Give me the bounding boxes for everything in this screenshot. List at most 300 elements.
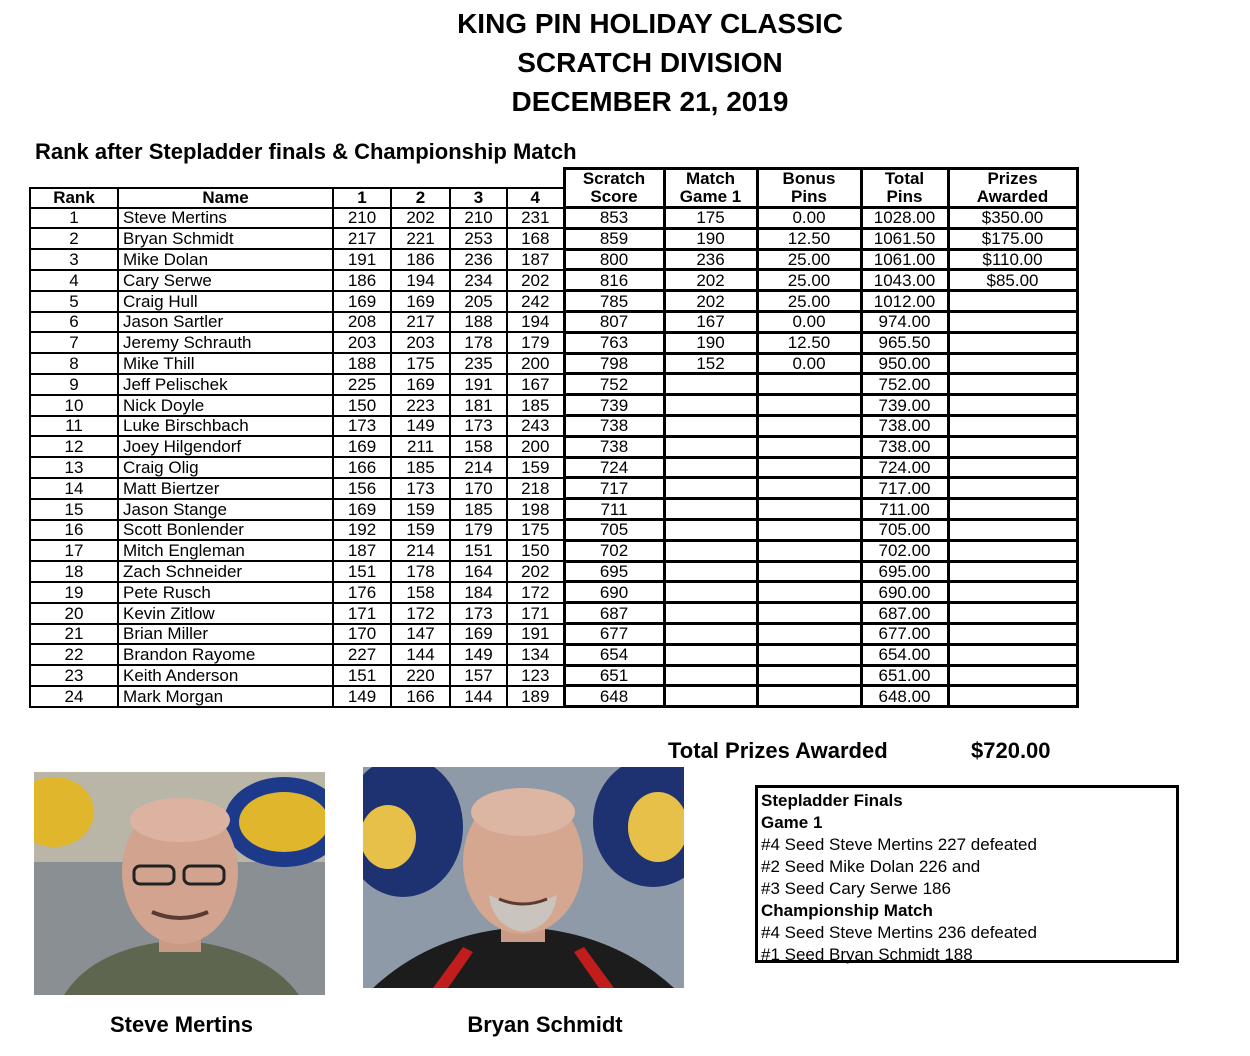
game1-cell: 169	[333, 291, 391, 312]
game1-cell: 156	[333, 478, 391, 499]
game1-cell: 151	[333, 561, 391, 582]
game3-cell: 185	[450, 499, 507, 520]
finals-game-line: #2 Seed Mike Dolan 226 and	[761, 857, 981, 876]
prize-cell	[948, 644, 1077, 665]
rank-cell: 20	[30, 603, 118, 624]
name-cell: Mark Morgan	[118, 686, 333, 707]
prize-cell	[948, 520, 1077, 541]
game1-cell: 192	[333, 520, 391, 541]
bonus-pins-cell	[757, 478, 861, 499]
name-cell: Jason Stange	[118, 499, 333, 520]
prize-cell	[948, 686, 1077, 707]
scratch-score-cell: 717	[564, 478, 664, 499]
game2-cell: 185	[391, 457, 450, 478]
game4-cell: 185	[507, 395, 564, 416]
rank-cell: 9	[30, 374, 118, 395]
game2-cell: 203	[391, 332, 450, 353]
prize-cell	[948, 332, 1077, 353]
scratch-score-cell: 695	[564, 561, 664, 582]
table-row	[30, 665, 1077, 686]
rank-cell: 2	[30, 228, 118, 249]
game3-cell: 184	[450, 582, 507, 603]
name-cell: Jeff Pelischek	[118, 374, 333, 395]
game4-cell: 134	[507, 644, 564, 665]
bonus-pins-cell	[757, 416, 861, 437]
results-table	[29, 167, 1079, 708]
header-prizes-top: Prizes	[948, 169, 1077, 188]
bonus-pins-cell	[757, 540, 861, 561]
finals-game-line: #3 Seed Cary Serwe 186	[761, 879, 951, 898]
match-game-cell	[664, 436, 757, 457]
game1-cell: 186	[333, 270, 391, 291]
match-game-cell	[664, 603, 757, 624]
game4-cell: 200	[507, 436, 564, 457]
prize-cell	[948, 436, 1077, 457]
header-total-top: Total	[861, 169, 948, 188]
match-game-cell	[664, 561, 757, 582]
match-game-cell: 167	[664, 312, 757, 333]
table-row	[30, 228, 1077, 249]
game4-cell: 167	[507, 374, 564, 395]
table-row	[30, 291, 1077, 312]
rank-cell: 16	[30, 520, 118, 541]
bonus-pins-cell: 25.00	[757, 291, 861, 312]
total-pins-cell: 1061.00	[861, 249, 948, 270]
game2-cell: 211	[391, 436, 450, 457]
prize-cell	[948, 499, 1077, 520]
game3-cell: 210	[450, 208, 507, 229]
rank-cell: 23	[30, 665, 118, 686]
game3-cell: 144	[450, 686, 507, 707]
scratch-score-cell: 648	[564, 686, 664, 707]
game4-cell: 187	[507, 249, 564, 270]
prize-cell	[948, 353, 1077, 374]
total-pins-cell: 687.00	[861, 603, 948, 624]
match-game-cell	[664, 624, 757, 645]
game2-cell: 169	[391, 291, 450, 312]
championship-heading: Championship Match	[761, 901, 933, 920]
rank-cell: 24	[30, 686, 118, 707]
total-prizes-label: Total Prizes Awarded	[668, 738, 888, 763]
header-scratch-bottom: Score	[564, 188, 664, 208]
total-pins-cell: 717.00	[861, 478, 948, 499]
game2-cell: 159	[391, 499, 450, 520]
header-spacer	[30, 169, 564, 188]
game3-cell: 173	[450, 603, 507, 624]
prize-cell: $110.00	[948, 249, 1077, 270]
table-row	[30, 312, 1077, 333]
bonus-pins-cell: 0.00	[757, 353, 861, 374]
match-game-cell	[664, 686, 757, 707]
rank-cell: 18	[30, 561, 118, 582]
bonus-pins-cell: 0.00	[757, 312, 861, 333]
scratch-score-cell: 798	[564, 353, 664, 374]
page-title-line-3: DECEMBER 21, 2019	[511, 86, 789, 117]
game2-cell: 217	[391, 312, 450, 333]
prize-cell	[948, 478, 1077, 499]
game2-cell: 159	[391, 520, 450, 541]
bonus-pins-cell	[757, 686, 861, 707]
total-pins-cell: 1043.00	[861, 270, 948, 291]
rank-cell: 21	[30, 624, 118, 645]
scratch-score-cell: 654	[564, 644, 664, 665]
game2-cell: 144	[391, 644, 450, 665]
game3-cell: 151	[450, 540, 507, 561]
total-pins-cell: 690.00	[861, 582, 948, 603]
game3-cell: 164	[450, 561, 507, 582]
game3-cell: 149	[450, 644, 507, 665]
bonus-pins-cell	[757, 520, 861, 541]
scratch-score-cell: 738	[564, 416, 664, 437]
game2-cell: 186	[391, 249, 450, 270]
game2-cell: 158	[391, 582, 450, 603]
name-cell: Mitch Engleman	[118, 540, 333, 561]
game4-cell: 150	[507, 540, 564, 561]
game4-cell: 218	[507, 478, 564, 499]
game1-cell: 176	[333, 582, 391, 603]
total-pins-cell: 648.00	[861, 686, 948, 707]
game4-cell: 171	[507, 603, 564, 624]
game2-cell: 221	[391, 228, 450, 249]
scratch-score-cell: 705	[564, 520, 664, 541]
name-cell: Matt Biertzer	[118, 478, 333, 499]
prize-cell	[948, 665, 1077, 686]
championship-line: #4 Seed Steve Mertins 236 defeated	[761, 923, 1037, 942]
name-cell: Joey Hilgendorf	[118, 436, 333, 457]
prize-cell	[948, 582, 1077, 603]
match-game-cell	[664, 374, 757, 395]
table-row	[30, 499, 1077, 520]
total-pins-cell: 654.00	[861, 644, 948, 665]
game1-cell: 173	[333, 416, 391, 437]
prize-cell: $175.00	[948, 228, 1077, 249]
rank-cell: 22	[30, 644, 118, 665]
name-cell: Kevin Zitlow	[118, 603, 333, 624]
match-game-cell	[664, 499, 757, 520]
table-row	[30, 457, 1077, 478]
prize-cell	[948, 540, 1077, 561]
game2-cell: 149	[391, 416, 450, 437]
game1-cell: 217	[333, 228, 391, 249]
game1-cell: 169	[333, 499, 391, 520]
name-cell: Brandon Rayome	[118, 644, 333, 665]
scratch-score-cell: 807	[564, 312, 664, 333]
stepladder-finals-box	[755, 785, 1179, 963]
name-cell: Zach Schneider	[118, 561, 333, 582]
total-pins-cell: 705.00	[861, 520, 948, 541]
match-game-cell	[664, 478, 757, 499]
total-pins-cell: 738.00	[861, 436, 948, 457]
scratch-score-cell: 651	[564, 665, 664, 686]
name-cell: Brian Miller	[118, 624, 333, 645]
game4-cell: 191	[507, 624, 564, 645]
header-total-bottom: Pins	[861, 188, 948, 208]
game3-cell: 169	[450, 624, 507, 645]
game1-cell: 169	[333, 436, 391, 457]
photo-steve-mertins	[34, 772, 325, 995]
total-pins-cell: 974.00	[861, 312, 948, 333]
rank-cell: 7	[30, 332, 118, 353]
bonus-pins-cell: 12.50	[757, 332, 861, 353]
total-pins-cell: 702.00	[861, 540, 948, 561]
game1-cell: 170	[333, 624, 391, 645]
bonus-pins-cell	[757, 561, 861, 582]
bonus-pins-cell	[757, 603, 861, 624]
game3-cell: 188	[450, 312, 507, 333]
rank-cell: 17	[30, 540, 118, 561]
scratch-score-cell: 687	[564, 603, 664, 624]
total-pins-cell: 1061.50	[861, 228, 948, 249]
table-row	[30, 353, 1077, 374]
total-pins-cell: 752.00	[861, 374, 948, 395]
scratch-score-cell: 738	[564, 436, 664, 457]
bonus-pins-cell	[757, 665, 861, 686]
table-row	[30, 395, 1077, 416]
name-cell: Nick Doyle	[118, 395, 333, 416]
photo-caption-2: Bryan Schmidt	[467, 1012, 623, 1037]
prize-cell	[948, 374, 1077, 395]
total-prizes-value: $720.00	[971, 738, 1051, 763]
game2-cell: 175	[391, 353, 450, 374]
game2-cell: 214	[391, 540, 450, 561]
game2-cell: 220	[391, 665, 450, 686]
game1-cell: 171	[333, 603, 391, 624]
prize-cell	[948, 457, 1077, 478]
game1-cell: 203	[333, 332, 391, 353]
name-cell: Steve Mertins	[118, 208, 333, 229]
total-pins-cell: 738.00	[861, 416, 948, 437]
game2-cell: 173	[391, 478, 450, 499]
header-scratch-top: Scratch	[564, 169, 664, 188]
game4-cell: 172	[507, 582, 564, 603]
game2-cell: 147	[391, 624, 450, 645]
game1-cell: 166	[333, 457, 391, 478]
rank-cell: 11	[30, 416, 118, 437]
bonus-pins-cell: 0.00	[757, 208, 861, 229]
match-game-cell: 190	[664, 228, 757, 249]
game4-cell: 159	[507, 457, 564, 478]
game2-cell: 169	[391, 374, 450, 395]
table-row	[30, 603, 1077, 624]
name-cell: Cary Serwe	[118, 270, 333, 291]
game4-cell: 202	[507, 561, 564, 582]
game3-cell: 214	[450, 457, 507, 478]
game2-cell: 194	[391, 270, 450, 291]
game1-cell: 191	[333, 249, 391, 270]
game4-cell: 123	[507, 665, 564, 686]
game2-cell: 178	[391, 561, 450, 582]
scratch-score-cell: 853	[564, 208, 664, 229]
game4-cell: 175	[507, 520, 564, 541]
scratch-score-cell: 711	[564, 499, 664, 520]
rank-cell: 5	[30, 291, 118, 312]
table-row	[30, 332, 1077, 353]
finals-game-heading: Game 1	[761, 813, 823, 832]
scratch-score-cell: 739	[564, 395, 664, 416]
header-game-3: 3	[450, 188, 507, 208]
game4-cell: 194	[507, 312, 564, 333]
table-row	[30, 624, 1077, 645]
prize-cell: $350.00	[948, 208, 1077, 229]
rank-cell: 6	[30, 312, 118, 333]
total-pins-cell: 651.00	[861, 665, 948, 686]
game3-cell: 158	[450, 436, 507, 457]
rank-cell: 15	[30, 499, 118, 520]
total-pins-cell: 695.00	[861, 561, 948, 582]
table-row	[30, 582, 1077, 603]
match-game-cell	[664, 457, 757, 478]
rank-cell: 1	[30, 208, 118, 229]
game1-cell: 210	[333, 208, 391, 229]
header-game-1: 1	[333, 188, 391, 208]
name-cell: Craig Olig	[118, 457, 333, 478]
bowler-portrait-1	[34, 772, 325, 995]
game3-cell: 170	[450, 478, 507, 499]
table-row	[30, 249, 1077, 270]
header-rank: Rank	[30, 188, 118, 208]
table-row	[30, 561, 1077, 582]
table-row	[30, 416, 1077, 437]
match-game-cell: 202	[664, 291, 757, 312]
game1-cell: 151	[333, 665, 391, 686]
game3-cell: 234	[450, 270, 507, 291]
table-row	[30, 208, 1077, 229]
header-match-top: Match	[664, 169, 757, 188]
name-cell: Craig Hull	[118, 291, 333, 312]
game3-cell: 236	[450, 249, 507, 270]
game4-cell: 243	[507, 416, 564, 437]
scratch-score-cell: 785	[564, 291, 664, 312]
name-cell: Scott Bonlender	[118, 520, 333, 541]
game1-cell: 187	[333, 540, 391, 561]
name-cell: Luke Birschbach	[118, 416, 333, 437]
name-cell: Mike Dolan	[118, 249, 333, 270]
table-row	[30, 374, 1077, 395]
scratch-score-cell: 702	[564, 540, 664, 561]
total-pins-cell: 739.00	[861, 395, 948, 416]
match-game-cell: 236	[664, 249, 757, 270]
prize-cell	[948, 624, 1077, 645]
match-game-cell	[664, 665, 757, 686]
game3-cell: 181	[450, 395, 507, 416]
game3-cell: 178	[450, 332, 507, 353]
scratch-score-cell: 816	[564, 270, 664, 291]
prize-cell	[948, 291, 1077, 312]
bonus-pins-cell	[757, 499, 861, 520]
match-game-cell	[664, 582, 757, 603]
game1-cell: 208	[333, 312, 391, 333]
match-game-cell	[664, 540, 757, 561]
scratch-score-cell: 690	[564, 582, 664, 603]
name-cell: Jason Sartler	[118, 312, 333, 333]
scratch-score-cell: 752	[564, 374, 664, 395]
game1-cell: 225	[333, 374, 391, 395]
game4-cell: 179	[507, 332, 564, 353]
game1-cell: 188	[333, 353, 391, 374]
prize-cell	[948, 312, 1077, 333]
name-cell: Bryan Schmidt	[118, 228, 333, 249]
table-row	[30, 686, 1077, 707]
game3-cell: 253	[450, 228, 507, 249]
rank-cell: 13	[30, 457, 118, 478]
total-pins-cell: 1028.00	[861, 208, 948, 229]
game4-cell: 189	[507, 686, 564, 707]
page-title-line-2: SCRATCH DIVISION	[517, 47, 783, 78]
game2-cell: 223	[391, 395, 450, 416]
game4-cell: 198	[507, 499, 564, 520]
photo-caption-1: Steve Mertins	[109, 1012, 254, 1037]
game3-cell: 191	[450, 374, 507, 395]
page-title-line-1: KING PIN HOLIDAY CLASSIC	[457, 8, 843, 39]
rank-cell: 10	[30, 395, 118, 416]
game3-cell: 179	[450, 520, 507, 541]
total-pins-cell: 950.00	[861, 353, 948, 374]
game1-cell: 149	[333, 686, 391, 707]
game1-cell: 150	[333, 395, 391, 416]
game3-cell: 173	[450, 416, 507, 437]
header-game-4: 4	[507, 188, 564, 208]
table-row	[30, 478, 1077, 499]
rank-cell: 3	[30, 249, 118, 270]
bonus-pins-cell	[757, 395, 861, 416]
name-cell: Mike Thill	[118, 353, 333, 374]
scratch-score-cell: 859	[564, 228, 664, 249]
prize-cell	[948, 395, 1077, 416]
finals-heading: Stepladder Finals	[761, 791, 903, 810]
rank-cell: 4	[30, 270, 118, 291]
bonus-pins-cell	[757, 436, 861, 457]
table-row	[30, 520, 1077, 541]
header-match-bottom: Game 1	[664, 188, 757, 208]
game4-cell: 242	[507, 291, 564, 312]
match-game-cell: 152	[664, 353, 757, 374]
game4-cell: 168	[507, 228, 564, 249]
bonus-pins-cell	[757, 457, 861, 478]
header-bonus-top: Bonus	[757, 169, 861, 188]
bonus-pins-cell: 12.50	[757, 228, 861, 249]
rank-cell: 12	[30, 436, 118, 457]
bonus-pins-cell	[757, 644, 861, 665]
match-game-cell: 175	[664, 208, 757, 229]
bowler-portrait-2	[363, 767, 684, 988]
total-pins-cell: 724.00	[861, 457, 948, 478]
name-cell: Keith Anderson	[118, 665, 333, 686]
total-pins-cell: 711.00	[861, 499, 948, 520]
prize-cell: $85.00	[948, 270, 1077, 291]
bonus-pins-cell: 25.00	[757, 249, 861, 270]
total-pins-cell: 965.50	[861, 332, 948, 353]
table-subtitle: Rank after Stepladder finals & Championship Match	[35, 139, 577, 164]
total-pins-cell: 677.00	[861, 624, 948, 645]
game3-cell: 205	[450, 291, 507, 312]
bonus-pins-cell	[757, 624, 861, 645]
bonus-pins-cell	[757, 582, 861, 603]
bonus-pins-cell: 25.00	[757, 270, 861, 291]
rank-cell: 14	[30, 478, 118, 499]
total-pins-cell: 1012.00	[861, 291, 948, 312]
header-name: Name	[118, 188, 333, 208]
game3-cell: 157	[450, 665, 507, 686]
header-prizes-bottom: Awarded	[948, 188, 1077, 208]
prize-cell	[948, 603, 1077, 624]
prize-cell	[948, 416, 1077, 437]
header-bonus-bottom: Pins	[757, 188, 861, 208]
table-row	[30, 644, 1077, 665]
table-row	[30, 270, 1077, 291]
match-game-cell	[664, 520, 757, 541]
prize-cell	[948, 561, 1077, 582]
table-row	[30, 540, 1077, 561]
